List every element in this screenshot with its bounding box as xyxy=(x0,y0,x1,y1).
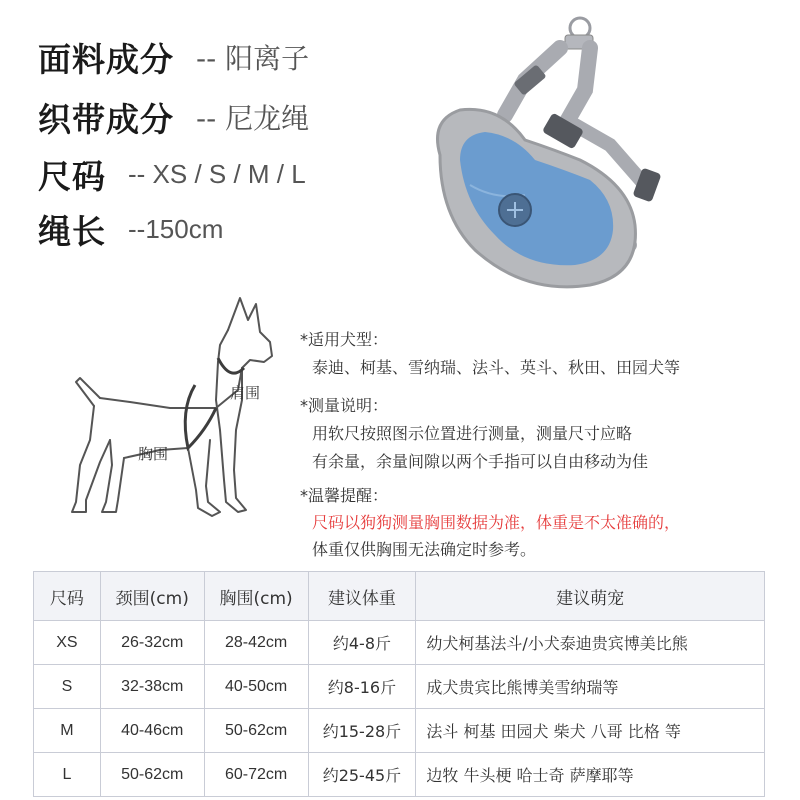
neck-label: 肩围 xyxy=(230,384,261,402)
tip-title: *温馨提醒： xyxy=(300,486,389,505)
spec-label: 绳长 xyxy=(38,211,106,251)
table-header-row xyxy=(34,572,765,621)
spec-value: -- 尼龙绳 xyxy=(196,102,310,135)
cell-neck: 26-32cm xyxy=(100,621,204,665)
table-row xyxy=(34,621,765,665)
table-row xyxy=(34,753,765,797)
header-size: 尺码 xyxy=(34,572,101,621)
chest-label: 胸围 xyxy=(138,445,169,463)
cell-weight: 约15-28斤 xyxy=(308,709,416,753)
harness-product-image xyxy=(415,10,665,300)
measure-title: *测量说明： xyxy=(300,396,389,415)
spec-fabric xyxy=(38,34,309,80)
cell-size: M xyxy=(34,709,101,753)
spec-leash-length xyxy=(38,206,223,252)
cell-weight: 约25-45斤 xyxy=(308,753,416,797)
spec-value: -- XS / S / M / L xyxy=(128,158,306,189)
header-neck: 颈围(cm) xyxy=(100,572,204,621)
measure-line: 有余量，余量间隙以两个手指可以自由移动为佳 xyxy=(312,452,649,471)
spec-webbing xyxy=(38,94,309,140)
size-table xyxy=(33,571,765,797)
cell-chest: 28-42cm xyxy=(204,621,308,665)
suitable-line: 泰迪、柯基、雪纳瑞、法斗、英斗、秋田、田园犬等 xyxy=(312,358,681,377)
cell-neck: 50-62cm xyxy=(100,753,204,797)
cell-pets: 幼犬柯基法斗/小犬泰迪贵宾博美比熊 xyxy=(416,621,765,665)
header-weight: 建议体重 xyxy=(308,572,416,621)
tip-line: 体重仅供胸围无法确定时参考。 xyxy=(312,540,537,559)
header-pets: 建议萌宠 xyxy=(416,572,765,621)
spec-label: 面料成分 xyxy=(38,39,174,79)
cell-pets: 法斗 柯基 田园犬 柴犬 八哥 比格 等 xyxy=(416,709,765,753)
measure-line: 用软尺按照图示位置进行测量，测量尺寸应略 xyxy=(312,424,633,443)
cell-chest: 60-72cm xyxy=(204,753,308,797)
cell-pets: 成犬贵宾比熊博美雪纳瑞等 xyxy=(416,665,765,709)
tip-line-red: 尺码以狗狗测量胸围数据为准，体重是不太准确的， xyxy=(312,513,681,532)
spec-value: --150cm xyxy=(128,213,224,244)
cell-weight: 约8-16斤 xyxy=(308,665,416,709)
suitable-title: *适用犬型： xyxy=(300,330,389,349)
cell-neck: 32-38cm xyxy=(100,665,204,709)
cell-neck: 40-46cm xyxy=(100,709,204,753)
cell-size: XS xyxy=(34,621,101,665)
dog-measure-illustration xyxy=(20,290,300,550)
cell-weight: 约4-8斤 xyxy=(308,621,416,665)
cell-chest: 50-62cm xyxy=(204,709,308,753)
header-chest: 胸围(cm) xyxy=(204,572,308,621)
spec-size xyxy=(38,151,306,197)
cell-chest: 40-50cm xyxy=(204,665,308,709)
table-row xyxy=(34,709,765,753)
cell-pets: 边牧 牛头梗 哈士奇 萨摩耶等 xyxy=(416,753,765,797)
table-row xyxy=(34,665,765,709)
spec-label: 尺码 xyxy=(38,156,106,196)
cell-size: S xyxy=(34,665,101,709)
spec-label: 织带成分 xyxy=(38,99,174,139)
spec-value: -- 阳离子 xyxy=(196,42,310,75)
cell-size: L xyxy=(34,753,101,797)
